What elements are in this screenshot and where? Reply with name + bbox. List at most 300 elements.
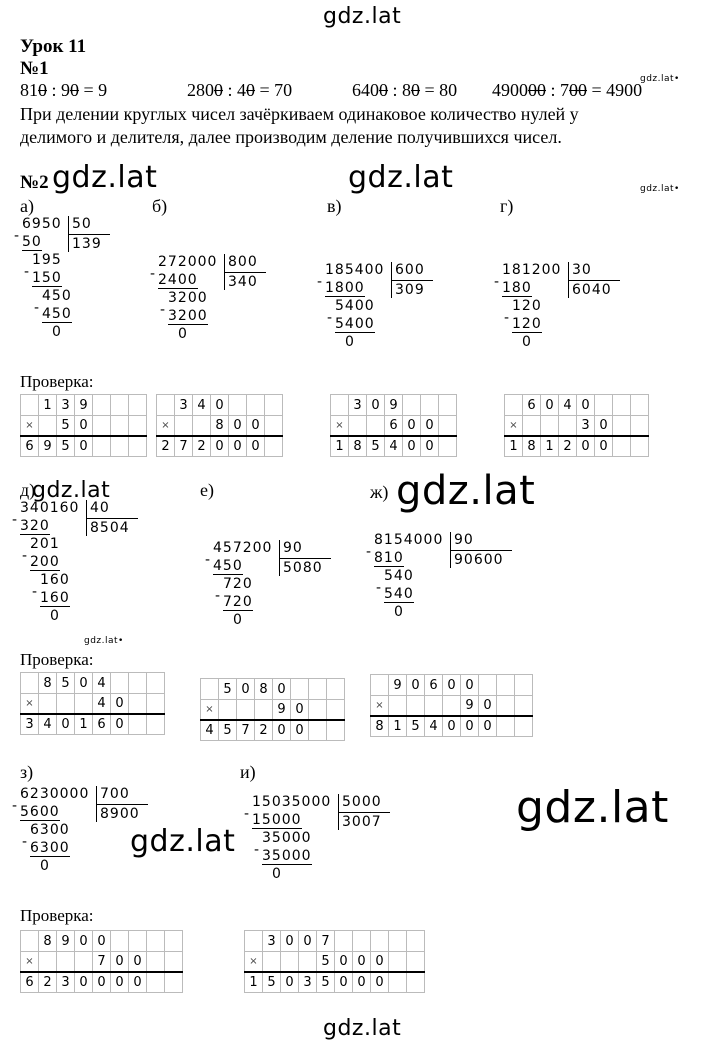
grid-cell: 0: [75, 972, 93, 993]
quotient: 90600: [454, 552, 504, 568]
minus-sign: -: [160, 302, 167, 318]
quotient: 3007: [342, 814, 382, 830]
grid-row: [371, 675, 533, 696]
grid-cell: 4: [425, 716, 443, 737]
grid-cell: [439, 436, 457, 457]
grid-cell: 5: [317, 952, 335, 973]
division-bar: [86, 518, 138, 519]
grid-cell: [111, 436, 129, 457]
division-step: 3200: [168, 308, 208, 324]
grid-cell: 0: [461, 675, 479, 696]
grid-row: [505, 416, 649, 437]
watermark-large: gdz.lat: [348, 160, 454, 195]
grid-cell: [389, 952, 407, 973]
watermark-large: gdz.lat: [52, 160, 158, 195]
grid-cell: [21, 931, 39, 952]
grid-cell: [93, 436, 111, 457]
grid-cell: [129, 395, 147, 416]
grid-cell: [111, 931, 129, 952]
division-step: 150: [32, 270, 62, 286]
watermark-small: gdz.lat•: [84, 636, 124, 646]
check-grid-b: [156, 394, 283, 457]
grid-cell: 5: [57, 416, 75, 437]
division-step: 5400: [335, 316, 375, 332]
division-step: 1800: [325, 280, 365, 296]
grid-cell: 4: [39, 714, 57, 735]
grid-cell: [21, 673, 39, 694]
divisor: 700: [100, 786, 130, 802]
grid-row: [371, 716, 533, 737]
item-letter: д): [20, 480, 36, 500]
grid-cell: 0: [367, 395, 385, 416]
grid-cell: [147, 972, 165, 993]
check-grid-f: [200, 678, 345, 741]
dividend: 181200: [502, 262, 562, 278]
grid-cell: [327, 720, 345, 741]
divisor: 90: [454, 532, 474, 548]
division-step: 450: [42, 306, 72, 322]
grid-row: [201, 679, 345, 700]
check-grid-i: [244, 930, 425, 993]
grid-cell: [515, 675, 533, 696]
grid-cell: 0: [541, 395, 559, 416]
minus-sign: -: [494, 274, 501, 290]
remainder: 0: [272, 866, 282, 882]
division-step: 15000: [252, 812, 302, 828]
grid-cell: [291, 679, 309, 700]
grid-cell: 0: [229, 416, 247, 437]
division-bar: [96, 804, 148, 805]
grid-cell: 6: [425, 675, 443, 696]
grid-cell: 0: [281, 972, 299, 993]
grid-row: [21, 436, 147, 457]
divisor: 50: [72, 216, 92, 232]
grid-row: [157, 395, 283, 416]
grid-cell: 0: [335, 952, 353, 973]
grid-cell: 0: [273, 720, 291, 741]
grid-cell: 8: [349, 436, 367, 457]
grid-cell: [631, 436, 649, 457]
grid-cell: 3: [577, 416, 595, 437]
grid-cell: 8: [371, 716, 389, 737]
grid-cell: [407, 696, 425, 717]
grid-cell: 8: [255, 679, 273, 700]
grid-cell: 0: [75, 416, 93, 437]
division-step: 35000: [262, 848, 312, 864]
grid-cell: [505, 395, 523, 416]
division-step: 720: [223, 594, 253, 610]
grid-cell: 0: [281, 931, 299, 952]
division-step: 50: [22, 234, 42, 250]
grid-cell: [111, 416, 129, 437]
minus-sign: -: [32, 584, 39, 600]
division-step: 160: [40, 572, 70, 588]
multiplication-grid: [244, 930, 425, 993]
minus-sign: -: [12, 798, 19, 814]
multiplication-grid: [330, 394, 457, 457]
grid-cell: [111, 673, 129, 694]
grid-row: [371, 696, 533, 717]
grid-cell: [371, 931, 389, 952]
grid-cell: [175, 416, 193, 437]
grid-row: [245, 972, 425, 993]
watermark-large: gdz.lat: [130, 824, 236, 859]
grid-cell: 3: [57, 972, 75, 993]
grid-cell: 0: [479, 716, 497, 737]
grid-cell: 1: [331, 436, 349, 457]
remainder: 0: [394, 604, 404, 620]
grid-cell: 0: [371, 972, 389, 993]
minus-sign: -: [215, 588, 222, 604]
division-step: 5400: [335, 298, 375, 314]
grid-cell: 1: [541, 436, 559, 457]
grid-cell: [497, 696, 515, 717]
multiplication-grid: [20, 672, 165, 735]
item-letter: е): [200, 480, 214, 500]
grid-cell: 0: [247, 416, 265, 437]
grid-cell: 3: [57, 395, 75, 416]
grid-cell: 0: [291, 720, 309, 741]
division-step: 160: [40, 590, 70, 606]
grid-cell: [57, 952, 75, 973]
grid-cell: 7: [237, 720, 255, 741]
grid-cell: [111, 395, 129, 416]
grid-cell: [165, 972, 183, 993]
grid-cell: 0: [299, 931, 317, 952]
multiplication-grid: [504, 394, 649, 457]
grid-cell: 8: [523, 436, 541, 457]
minus-sign: -: [327, 310, 334, 326]
dividend: 8154000: [374, 532, 444, 548]
multiplication-grid: [200, 678, 345, 741]
dividend: 6950: [22, 216, 62, 232]
grid-cell: [265, 395, 283, 416]
grid-cell: 5: [219, 679, 237, 700]
grid-cell: [331, 395, 349, 416]
grid-cell: [407, 931, 425, 952]
grid-cell: 1: [389, 716, 407, 737]
grid-cell: 8: [211, 416, 229, 437]
grid-cell: [129, 714, 147, 735]
grid-cell: [237, 700, 255, 721]
grid-cell: 0: [371, 952, 389, 973]
minus-sign: -: [12, 512, 19, 528]
division-step: 810: [374, 550, 404, 566]
grid-cell: [39, 952, 57, 973]
check-grid-e: [20, 672, 165, 735]
grid-cell: [497, 675, 515, 696]
dividend: 272000: [158, 254, 218, 270]
grid-cell: 9: [39, 436, 57, 457]
dividend: 15035000: [252, 794, 332, 810]
grid-cell: [613, 436, 631, 457]
grid-cell: [247, 395, 265, 416]
check-label: Проверка:: [20, 906, 94, 925]
grid-cell: [129, 673, 147, 694]
times-sign: ×: [201, 700, 219, 721]
grid-row: [21, 673, 165, 694]
grid-cell: [93, 395, 111, 416]
grid-cell: 0: [57, 714, 75, 735]
division-step: 120: [512, 298, 542, 314]
grid-cell: [193, 416, 211, 437]
grid-cell: 2: [193, 436, 211, 457]
grid-cell: [595, 395, 613, 416]
division-step: 540: [384, 568, 414, 584]
times-sign: ×: [371, 696, 389, 717]
grid-cell: 5: [57, 436, 75, 457]
quotient: 5080: [283, 560, 323, 576]
grid-cell: 4: [201, 720, 219, 741]
grid-row: [245, 931, 425, 952]
grid-cell: 0: [577, 436, 595, 457]
division-step: 180: [502, 280, 532, 296]
division-bar: [224, 272, 266, 273]
quotient: 309: [395, 282, 425, 298]
grid-cell: [523, 416, 541, 437]
check-grid-a: [20, 394, 147, 457]
quotient: 139: [72, 236, 102, 252]
grid-cell: 4: [559, 395, 577, 416]
grid-cell: [309, 700, 327, 721]
division-bar: [450, 550, 512, 551]
division-bar: [68, 234, 110, 235]
minus-sign: -: [376, 580, 383, 596]
multiplication-grid: [156, 394, 283, 457]
grid-row: [201, 720, 345, 741]
times-sign: ×: [245, 952, 263, 973]
grid-cell: [129, 416, 147, 437]
grid-cell: [147, 952, 165, 973]
grid-cell: [353, 931, 371, 952]
minus-sign: -: [254, 842, 261, 858]
division-step: 6300: [30, 840, 70, 856]
watermark-top: gdz.lat: [323, 4, 402, 29]
grid-cell: [21, 395, 39, 416]
grid-cell: [425, 696, 443, 717]
grid-cell: 0: [407, 675, 425, 696]
remainder: 0: [50, 608, 60, 624]
division-step: 200: [30, 554, 60, 570]
dividend: 457200: [213, 540, 273, 556]
multiplication-grid: [20, 930, 183, 993]
minus-sign: -: [205, 552, 212, 568]
grid-cell: 9: [75, 395, 93, 416]
grid-cell: 0: [403, 416, 421, 437]
grid-cell: 0: [111, 694, 129, 715]
grid-cell: [407, 952, 425, 973]
grid-row: [245, 952, 425, 973]
minus-sign: -: [504, 310, 511, 326]
grid-cell: [367, 416, 385, 437]
grid-cell: [147, 931, 165, 952]
grid-cell: [75, 694, 93, 715]
grid-row: [21, 416, 147, 437]
dividend: 6230000: [20, 786, 90, 802]
division-step: 2400: [158, 272, 198, 288]
grid-cell: 0: [247, 436, 265, 457]
grid-cell: 0: [75, 931, 93, 952]
example-1: 810 : 90 = 9: [20, 80, 108, 100]
grid-cell: [631, 395, 649, 416]
division-step: 201: [30, 536, 60, 552]
grid-row: [331, 395, 457, 416]
grid-cell: 9: [461, 696, 479, 717]
grid-cell: [129, 931, 147, 952]
rule-text-line-1: При делении круглых чисел зачёркиваем одинаковое количество нулей у: [20, 104, 579, 124]
quotient: 6040: [572, 282, 612, 298]
grid-cell: 0: [595, 416, 613, 437]
grid-cell: [255, 700, 273, 721]
grid-cell: 0: [211, 395, 229, 416]
divisor: 600: [395, 262, 425, 278]
check-grid-d: [504, 394, 649, 457]
grid-cell: [389, 972, 407, 993]
task1-label: №1: [20, 58, 49, 79]
grid-cell: [129, 694, 147, 715]
item-letter: и): [240, 762, 256, 782]
grid-cell: [439, 395, 457, 416]
task2-label: №2: [20, 172, 49, 193]
grid-cell: 8: [39, 931, 57, 952]
grid-cell: [201, 679, 219, 700]
grid-row: [505, 395, 649, 416]
times-sign: ×: [331, 416, 349, 437]
division-step: 3200: [168, 290, 208, 306]
grid-cell: 0: [111, 714, 129, 735]
grid-cell: 7: [175, 436, 193, 457]
grid-cell: 0: [403, 436, 421, 457]
grid-cell: 7: [93, 952, 111, 973]
division-step: 5600: [20, 804, 60, 820]
grid-cell: 0: [479, 696, 497, 717]
grid-cell: [335, 931, 353, 952]
grid-cell: 0: [443, 675, 461, 696]
grid-cell: [229, 395, 247, 416]
minus-sign: -: [24, 264, 31, 280]
minus-sign: -: [22, 548, 29, 564]
grid-cell: 3: [263, 931, 281, 952]
divisor: 800: [228, 254, 258, 270]
grid-cell: 0: [229, 436, 247, 457]
division-bar: [279, 558, 331, 559]
grid-cell: 5: [219, 720, 237, 741]
grid-cell: 1: [245, 972, 263, 993]
grid-cell: 0: [93, 931, 111, 952]
grid-cell: [371, 675, 389, 696]
grid-cell: [39, 416, 57, 437]
grid-cell: [443, 696, 461, 717]
times-sign: ×: [21, 952, 39, 973]
grid-cell: 6: [523, 395, 541, 416]
grid-cell: 9: [273, 700, 291, 721]
grid-cell: 0: [273, 679, 291, 700]
grid-cell: 0: [111, 952, 129, 973]
division-step: 320: [20, 518, 50, 534]
grid-cell: 0: [461, 716, 479, 737]
check-label: Проверка:: [20, 372, 94, 391]
grid-cell: [165, 931, 183, 952]
grid-cell: [479, 675, 497, 696]
grid-cell: [613, 395, 631, 416]
grid-cell: [129, 436, 147, 457]
grid-cell: [265, 436, 283, 457]
item-letter: б): [152, 196, 168, 216]
dividend: 340160: [20, 500, 80, 516]
grid-cell: [165, 952, 183, 973]
watermark-bottom: gdz.lat: [323, 1016, 402, 1041]
dividend: 185400: [325, 262, 385, 278]
grid-cell: [613, 416, 631, 437]
check-label: Проверка:: [20, 650, 94, 669]
division-step: 6300: [30, 822, 70, 838]
grid-cell: 4: [385, 436, 403, 457]
grid-cell: [147, 694, 165, 715]
grid-cell: [219, 700, 237, 721]
grid-row: [21, 694, 165, 715]
grid-cell: 3: [299, 972, 317, 993]
grid-cell: 2: [559, 436, 577, 457]
division-step: 450: [42, 288, 72, 304]
times-sign: ×: [505, 416, 523, 437]
grid-cell: [157, 395, 175, 416]
grid-cell: 6: [385, 416, 403, 437]
division-step: 35000: [262, 830, 312, 846]
grid-cell: 4: [193, 395, 211, 416]
example-2: 2800 : 40 = 70: [187, 80, 293, 100]
quotient: 340: [228, 274, 258, 290]
grid-cell: 0: [237, 679, 255, 700]
division-bar: [568, 280, 620, 281]
grid-cell: [327, 700, 345, 721]
grid-cell: 0: [111, 972, 129, 993]
grid-cell: 6: [21, 436, 39, 457]
grid-cell: [407, 972, 425, 993]
grid-cell: 4: [93, 673, 111, 694]
times-sign: ×: [21, 416, 39, 437]
grid-row: [21, 395, 147, 416]
grid-row: [21, 972, 183, 993]
grid-cell: 0: [335, 972, 353, 993]
grid-row: [157, 416, 283, 437]
watermark-large: gdz.lat: [516, 782, 669, 833]
grid-row: [157, 436, 283, 457]
grid-cell: 9: [57, 931, 75, 952]
grid-cell: [349, 416, 367, 437]
divisor: 5000: [342, 794, 382, 810]
remainder: 0: [233, 612, 243, 628]
grid-cell: [631, 416, 649, 437]
grid-cell: [559, 416, 577, 437]
grid-cell: 0: [129, 972, 147, 993]
grid-cell: 6: [93, 714, 111, 735]
grid-cell: 5: [317, 972, 335, 993]
grid-cell: 0: [291, 700, 309, 721]
grid-cell: [265, 416, 283, 437]
remainder: 0: [40, 858, 50, 874]
grid-row: [331, 416, 457, 437]
watermark-large: gdz.lat: [396, 468, 536, 514]
division-step: 120: [512, 316, 542, 332]
grid-cell: 0: [93, 972, 111, 993]
division-step: 540: [384, 586, 414, 602]
rule-text-line-2: делимого и делителя, далее производим деление получившихся чисел.: [20, 127, 562, 147]
grid-cell: [93, 416, 111, 437]
divisor: 30: [572, 262, 592, 278]
grid-cell: 1: [505, 436, 523, 457]
minus-sign: -: [34, 300, 41, 316]
grid-cell: [389, 931, 407, 952]
